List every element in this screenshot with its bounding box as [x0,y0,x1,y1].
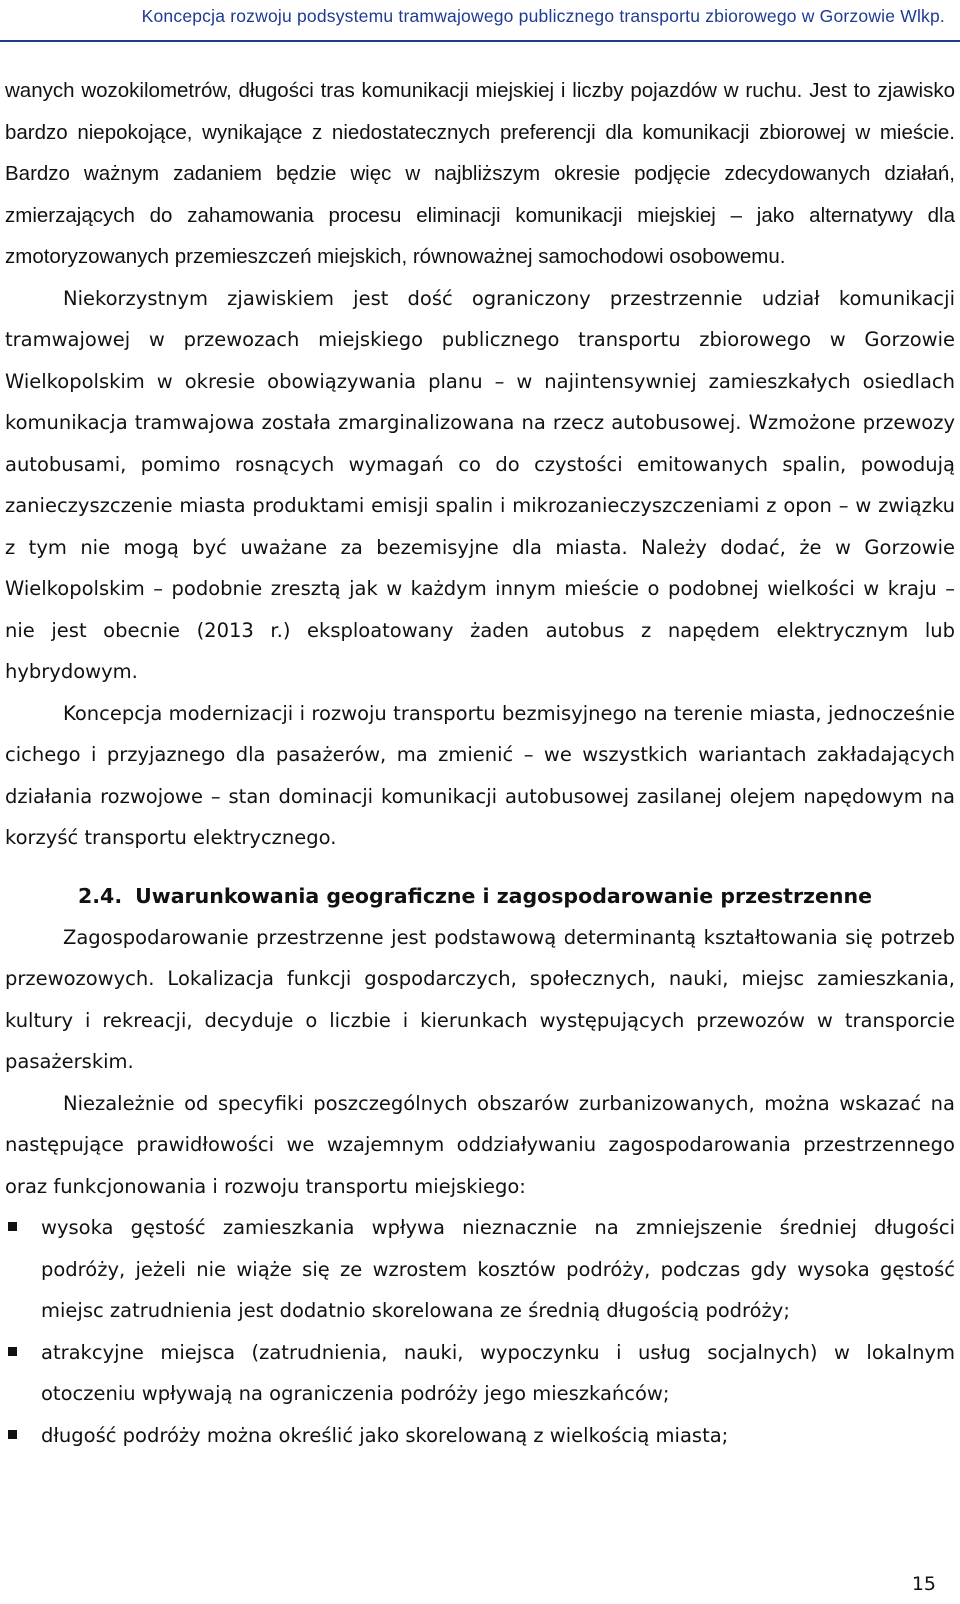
paragraph-tram-share: Niekorzystnym zjawiskiem jest dość ograniczony przestrzennie udział komunikacji tramwajowej w przewozach miejskiego publicznego transportu zbiorowego w Gorzowie Wielkopolskim w okresie obowiązywania planu – w najintensywniej zamieszkałych osiedlach komunikacja tramwajowa została zmarginalizowana na rzecz autobusowej. Wzmożone przewozy autobusami, pomimo rosnących wymagań co do czystości emitowanych spalin, powodują zanieczyszczenie miasta produktami emisji spalin i mikrozanieczyszczeniami z opon – w związku z tym nie mogą być uważane za bezemisyjne dla miasta. Należy dodać, że w Gorzowie Wielkopolskim – podobnie zresztą jak w każdym innym mieście o podobnej wielkości w kraju – nie jest obecnie (2013 r.) eksploatowany żaden autobus z napędem elektrycznym lub hybrydowym. [5,286,955,683]
square-bullet-icon [8,1222,17,1231]
page-number: 15 [911,1573,936,1595]
section-number: 2.4. [78,883,123,908]
list-item-text: długość podróży można określić jako skorelowaną z wielkością miasta; [41,1423,729,1447]
square-bullet-icon [8,1430,17,1439]
paragraph-regularities: Niezależnie od specyfiki poszczególnych obszarów zurbanizowanych, można wskazać na następujące prawidłowości we wzajemnym oddziaływaniu zagospodarowania przestrzennego oraz funkcjonowania i rozwoju transportu miejskiego: [5,1091,955,1198]
list-item [5,1415,955,1457]
bullet-list [5,1207,955,1456]
list-item-text: atrakcyjne miejsca (zatrudnienia, nauki, wypoczynku i usług socjalnych) w lokalnym otoczeniu wpływają na ograniczenia podróży jego mieszkańców; [41,1340,955,1405]
list-item-text: wysoka gęstość zamieszkania wpływa nieznacznie na zmniejszenie średniej długości podróży, jeżeli nie wiąże się ze wzrostem kosztów podróży, podczas gdy wysoka gęstość miejsc zatrudnienia jest dodatnio skorelowana ze średnią długością podróży; [41,1216,955,1322]
paragraph-spatial-planning: Zagospodarowanie przestrzenne jest podstawową determinantą kształtowania się potrzeb przewozowych. Lokalizacja funkcji gospodarczych, społecznych, nauki, miejsc zamieszkania, kultury i rekreacji, decyduje o liczbie i kierunkach występujących przewozów w transporcie pasażerskim. [5,925,955,1073]
section-title: Uwarunkowania geograficzne i zagospodarowanie przestrzenne [135,883,872,908]
section-heading [5,881,955,911]
page-header [0,0,960,42]
paragraph-continuation: wanych wozokilometrów, długości tras komunikacji miejskiej i liczby pojazdów w ruchu. Jest to zjawisko bardzo niepokojące, wynikające z niedostatecznych preferencji dla komunikacji zbiorowej w mieście. Bardzo ważnym zadaniem będzie więc w najbliższym okresie podjęcie zdecydowanych działań, zmierzających do zahamowania procesu eliminacji komunikacji miejskiej – jako alternatywy dla zmotoryzowanych przemieszczeń miejskich, równoważnej samochodowi osobowemu. [5,79,955,268]
list-item [5,1207,955,1332]
paragraph-concept: Koncepcja modernizacji i rozwoju transportu bezmisyjnego na terenie miasta, jednocześnie cichego i przyjaznego dla pasażerów, ma zmienić – we wszystkich wariantach zakładających działania rozwojowe – stan dominacji komunikacji autobusowej zasilanej olejem napędowym na korzyść transportu elektrycznego. [5,701,955,849]
header-title: Koncepcja rozwoju podsystemu tramwajowego publicznego transportu zbiorowego w Gorzowie Wlkp. [141,6,945,26]
list-item [5,1332,955,1415]
square-bullet-icon [8,1347,17,1356]
document-body [5,70,955,1456]
